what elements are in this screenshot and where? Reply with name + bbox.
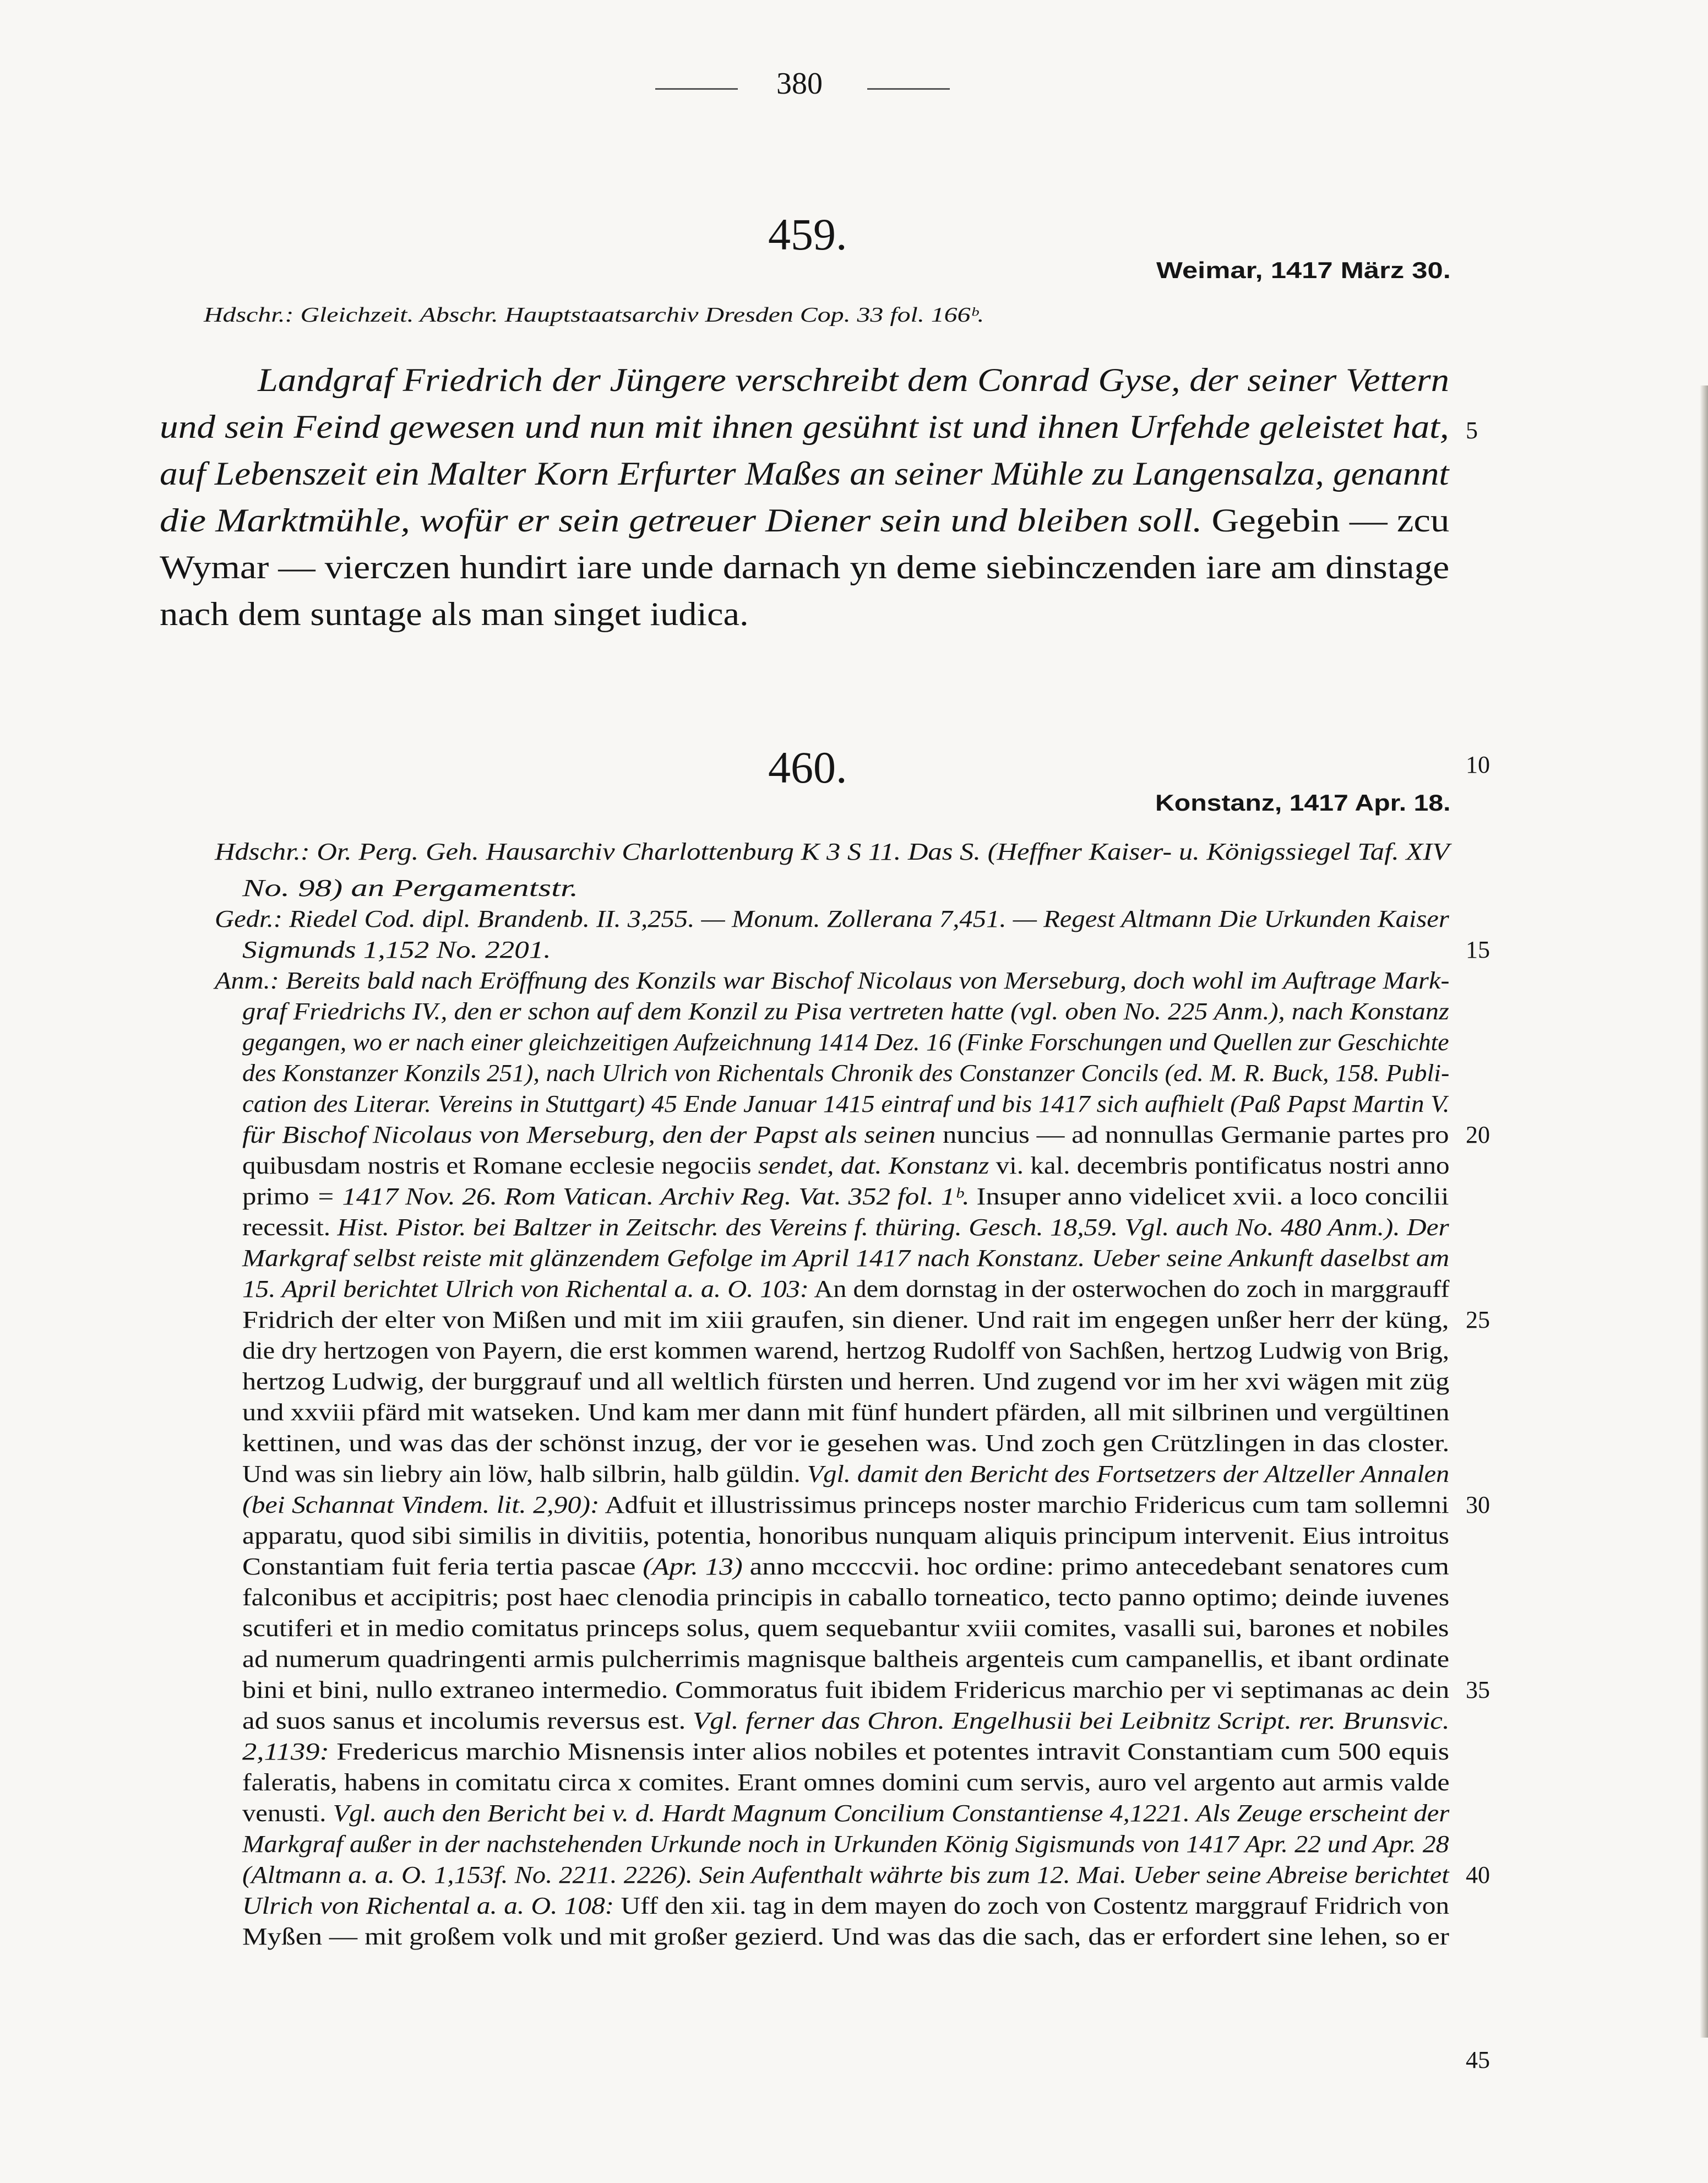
- text-line: [242, 1647, 1449, 1671]
- text-run: Vgl. damit den Bericht des Fortsetzers der Altzeller Annalen: [800, 1460, 1450, 1487]
- text-run: für Bischof Nicolaus von Merseburg, den der Papst als seinen: [242, 1121, 936, 1148]
- text-run: cation des Literar. Vereins in Stuttgart) 45 Ende Januar 1415 eintraf und bis 1417 sich aufhielt (Paß Papst Martin V.: [242, 1090, 1450, 1117]
- text-run: die dry hertzogen von Payern, die erst kommen warend, hertzog Rudolff von Sachßen, hertzog Ludwig von Brig,: [242, 1337, 1450, 1364]
- text-line: [242, 1801, 1449, 1826]
- text-line: [160, 504, 1449, 537]
- text-line: [242, 1863, 1449, 1887]
- text-line: [242, 876, 578, 900]
- text-run: graf Friedrichs IV., den er schon auf dem Konzil zu Pisa vertreten hatte (vgl. oben No. 225 Anm.), nach Konstanz: [242, 998, 1449, 1025]
- doc459-source: Hdschr.: Gleichzeit. Abschr. Hauptstaatsarchiv Dresden Cop. 33 fol. 166ᵇ.: [204, 303, 984, 327]
- text-line: [160, 410, 1449, 443]
- text-line: [160, 598, 749, 631]
- text-line: [242, 1400, 1449, 1425]
- text-line: [242, 1154, 1449, 1178]
- text-run: Und was sin liebry ain löw, halb silbrin, halb güldin.: [242, 1460, 801, 1487]
- text-run: hertzog Ludwig, der burggrauf und all weltlich fürsten und herren. Und zugend vor im her xvi wägen mit züg: [242, 1368, 1450, 1395]
- text-line: [242, 1524, 1449, 1548]
- text-run: und sein Feind gewesen und nun mit ihnen gesühnt ist und ihnen Urfehde geleistet hat,: [160, 409, 1449, 445]
- text-line: [242, 1030, 1449, 1055]
- text-line: [242, 1277, 1449, 1301]
- text-run: (Altmann a. a. O. 1,153f. No. 2211. 2226). Sein Aufenthalt währte bis zum 12. Mai. Ueber seine Abreise berichtet: [242, 1861, 1449, 1888]
- header-rule-right: [867, 88, 950, 90]
- text-run: gegangen, wo er nach einer gleichzeitigen Aufzeichnung 1414 Dez. 16 (Finke Forschungen und Quellen zur Geschichte: [242, 1029, 1449, 1056]
- text-line: [242, 1246, 1449, 1270]
- text-line: [258, 363, 1449, 397]
- text-line: [242, 1215, 1449, 1240]
- text-run: Myßen — mit großem volk und mit großer gezierd. Und was das die sach, das er erfordert sine lehen, so er: [242, 1923, 1449, 1950]
- line-number: 40: [1466, 1861, 1490, 1888]
- text-line: [242, 1370, 1449, 1394]
- text-line: [242, 1894, 1449, 1918]
- text-run: nach dem suntage als man singet iudica.: [160, 596, 749, 632]
- text-run: bini et bini, nullo extraneo intermedio. Commoratus fuit ibidem Fridericus marchio per vi septimanas ac dein: [242, 1676, 1450, 1703]
- text-run: Vgl. ferner das Chron. Engelhusii bei Leibnitz Script. rer. Brunsvic.: [686, 1707, 1450, 1734]
- text-run: Hdschr.: Or. Perg. Geh. Hausarchiv Charlottenburg K 3 S 11. Das S. (Heffner Kaiser- u. Königssiegel Taf. XIV: [215, 838, 1450, 865]
- text-run: Gedr.: Riedel Cod. dipl. Brandenb. II. 3,255. — Monum. Zollerana 7,451. — Regest Altmann Die Urkunden Kaiser: [215, 905, 1449, 932]
- text-run: falconibus et accipitris; post haec clenodia principis in caballo torneatico, tecto panno optimo; deinde iuvenes: [242, 1584, 1450, 1611]
- text-run: = 1417 Nov. 26. Rom Vatican. Archiv Reg. Vat. 352 fol. 1ᵇ.: [309, 1183, 970, 1210]
- text-line: [242, 1339, 1449, 1363]
- text-run: kettinen, und was das der schönst inzug, der vor ie gesehen was. Und zoch gen Crützlingen in das closter.: [242, 1430, 1450, 1457]
- header-rule-left: [655, 88, 738, 90]
- text-run: Sigmunds 1,152 No. 2201.: [242, 936, 551, 963]
- page-edge-shadow: [1700, 385, 1708, 2038]
- text-run: recessit.: [242, 1214, 331, 1241]
- text-line: [160, 551, 1449, 584]
- text-run: (Apr. 13): [635, 1553, 743, 1580]
- text-run: No. 98) an Pergamentstr.: [242, 875, 579, 902]
- line-number: 35: [1466, 1676, 1490, 1703]
- text-line: [242, 1061, 1449, 1085]
- text-line: [242, 1185, 1449, 1209]
- text-run: quibusdam nostris et Romane ecclesie negociis: [242, 1152, 752, 1179]
- text-run: Anm.: Bereits bald nach Eröffnung des Konzils war Bischof Nicolaus von Merseburg, doch wohl im Auftrage Mark-: [215, 967, 1450, 994]
- line-number: 5: [1466, 417, 1478, 444]
- text-run: primo: [242, 1183, 309, 1210]
- text-run: Fredericus marchio Misnensis inter alios nobiles et potentes intravit Constantiam cum 500 equis: [329, 1738, 1450, 1765]
- line-number: 30: [1466, 1491, 1490, 1518]
- text-run: venusti.: [242, 1800, 327, 1827]
- doc459-place-date: Weimar, 1417 März 30.: [1156, 257, 1451, 283]
- text-line: [215, 907, 1449, 931]
- text-run: Vgl. auch den Bericht bei v. d. Hardt Magnum Concilium Constantiense 4,1221. Als Zeuge erscheint der: [326, 1800, 1450, 1827]
- text-line: [215, 840, 1449, 864]
- text-line: [242, 1462, 1449, 1486]
- text-run: Ulrich von Richental a. a. O. 108:: [242, 1892, 614, 1919]
- text-line: [242, 1771, 1450, 1795]
- text-line: [242, 1123, 1449, 1147]
- text-run: sendet, dat. Konstanz: [751, 1152, 989, 1179]
- text-run: Landgraf Friedrich der Jüngere verschreibt dem Conrad Gyse, der seiner Vettern: [258, 362, 1449, 398]
- text-run: Gegebin — zcu: [1202, 502, 1450, 539]
- text-line: [242, 938, 551, 962]
- text-run: des Konstanzer Konzils 251), nach Ulrich von Richentals Chronik des Constanzer Concils (ed. M. R. Buck, 158. Publi-: [242, 1060, 1450, 1087]
- doc460-place-date: Konstanz, 1417 Apr. 18.: [1155, 790, 1451, 816]
- text-run: 2,1139:: [242, 1738, 329, 1765]
- text-run: Adfuit et illustrissimus princeps noster marchio Fridericus cum tam sollemni: [599, 1491, 1449, 1518]
- text-run: auf Lebenszeit ein Malter Korn Erfurter Maßes an seiner Mühle zu Langensalza, genannt: [160, 455, 1449, 492]
- text-run: Markgraf außer in der nachstehenden Urkunde noch in Urkunden König Sigismunds von 1417 Apr. 22 und Apr. 28: [242, 1831, 1449, 1858]
- text-run: Constantiam fuit feria tertia pascae: [242, 1553, 636, 1580]
- line-number: 45: [1466, 2046, 1490, 2073]
- text-line: [242, 1925, 1449, 1949]
- text-run: und xxviii pfärd mit watseken. Und kam mer dann mit fünf hundert pfärden, all mit silbrinen und vergültinen: [242, 1399, 1450, 1426]
- text-run: scutiferi et in medio comitatus princeps solus, quem sequebantur xviii comites, vasalli sui, barones et nobiles: [242, 1615, 1449, 1642]
- text-run: anno mccccvii. hoc ordine: primo antecedebant senatores cum: [742, 1553, 1449, 1580]
- text-run: nuncius — ad nonnullas Germanie partes pro: [935, 1121, 1449, 1148]
- text-run: Hist. Pistor. bei Baltzer in Zeitschr. des Vereins f. thüring. Gesch. 18,59. Vgl. auch No. 480 Anm.). Der: [330, 1214, 1449, 1241]
- text-line: [242, 1555, 1449, 1579]
- text-run: apparatu, quod sibi similis in divitiis, potentia, honoribus nunquam aliquis principum intervenit. Eius introitus: [242, 1522, 1449, 1549]
- text-run: Markgraf selbst reiste mit glänzendem Gefolge im April 1417 nach Konstanz. Ueber seine Ankunft daselbst am: [242, 1245, 1450, 1272]
- text-line: [242, 1092, 1450, 1116]
- text-line: [215, 969, 1449, 993]
- line-number: 25: [1466, 1306, 1490, 1333]
- text-line: [242, 1000, 1449, 1024]
- text-run: Fridrich der elter von Mißen und mit im xiii graufen, sin diener. Und rait im engegen unßer herr der küng,: [242, 1306, 1449, 1333]
- text-line: [242, 1308, 1449, 1332]
- text-run: ad suos sanus et incolumis reversus est.: [242, 1707, 686, 1734]
- text-line: [242, 1616, 1449, 1641]
- text-run: Wymar — vierczen hundirt iare unde darnach yn deme siebinczenden iare am dinstage: [160, 549, 1450, 585]
- text-run: (bei Schannat Vindem. lit. 2,90):: [242, 1491, 600, 1518]
- text-line: [242, 1740, 1449, 1764]
- text-line: [242, 1678, 1449, 1702]
- text-line: [242, 1585, 1449, 1610]
- text-line: [160, 457, 1449, 490]
- text-run: ad numerum quadringenti armis pulcherrimis magnisque baltheis argenteis cum campanellis, et ibant ordinate: [242, 1646, 1450, 1672]
- page-number: 380: [776, 67, 823, 101]
- text-line: [242, 1493, 1449, 1517]
- text-line: [242, 1709, 1450, 1733]
- line-number: 10: [1466, 751, 1490, 778]
- text-run: 15. April berichtet Ulrich von Richental a. a. O. 103:: [242, 1275, 809, 1302]
- text-line: [242, 1832, 1449, 1856]
- doc460-number: 460.: [768, 742, 847, 792]
- text-run: Uff den xii. tag in dem mayen do zoch von Costentz marggrauf Fridrich von: [614, 1892, 1450, 1919]
- text-run: Insuper anno videlicet xvii. a loco concilii: [969, 1183, 1449, 1210]
- text-run: An dem dornstag in der osterwochen do zoch in marggrauff: [808, 1275, 1450, 1302]
- line-number: 20: [1466, 1121, 1490, 1148]
- text-run: vi. kal. decembris pontificatus nostri anno: [989, 1152, 1450, 1179]
- line-number: 15: [1466, 936, 1490, 963]
- text-line: [242, 1431, 1449, 1456]
- doc459-number: 459.: [768, 209, 847, 259]
- text-run: die Marktmühle, wofür er sein getreuer Diener sein und bleiben soll.: [160, 502, 1203, 539]
- text-run: faleratis, habens in comitatu circa x comites. Erant omnes domini cum servis, auro vel argento aut armis valde: [242, 1769, 1450, 1796]
